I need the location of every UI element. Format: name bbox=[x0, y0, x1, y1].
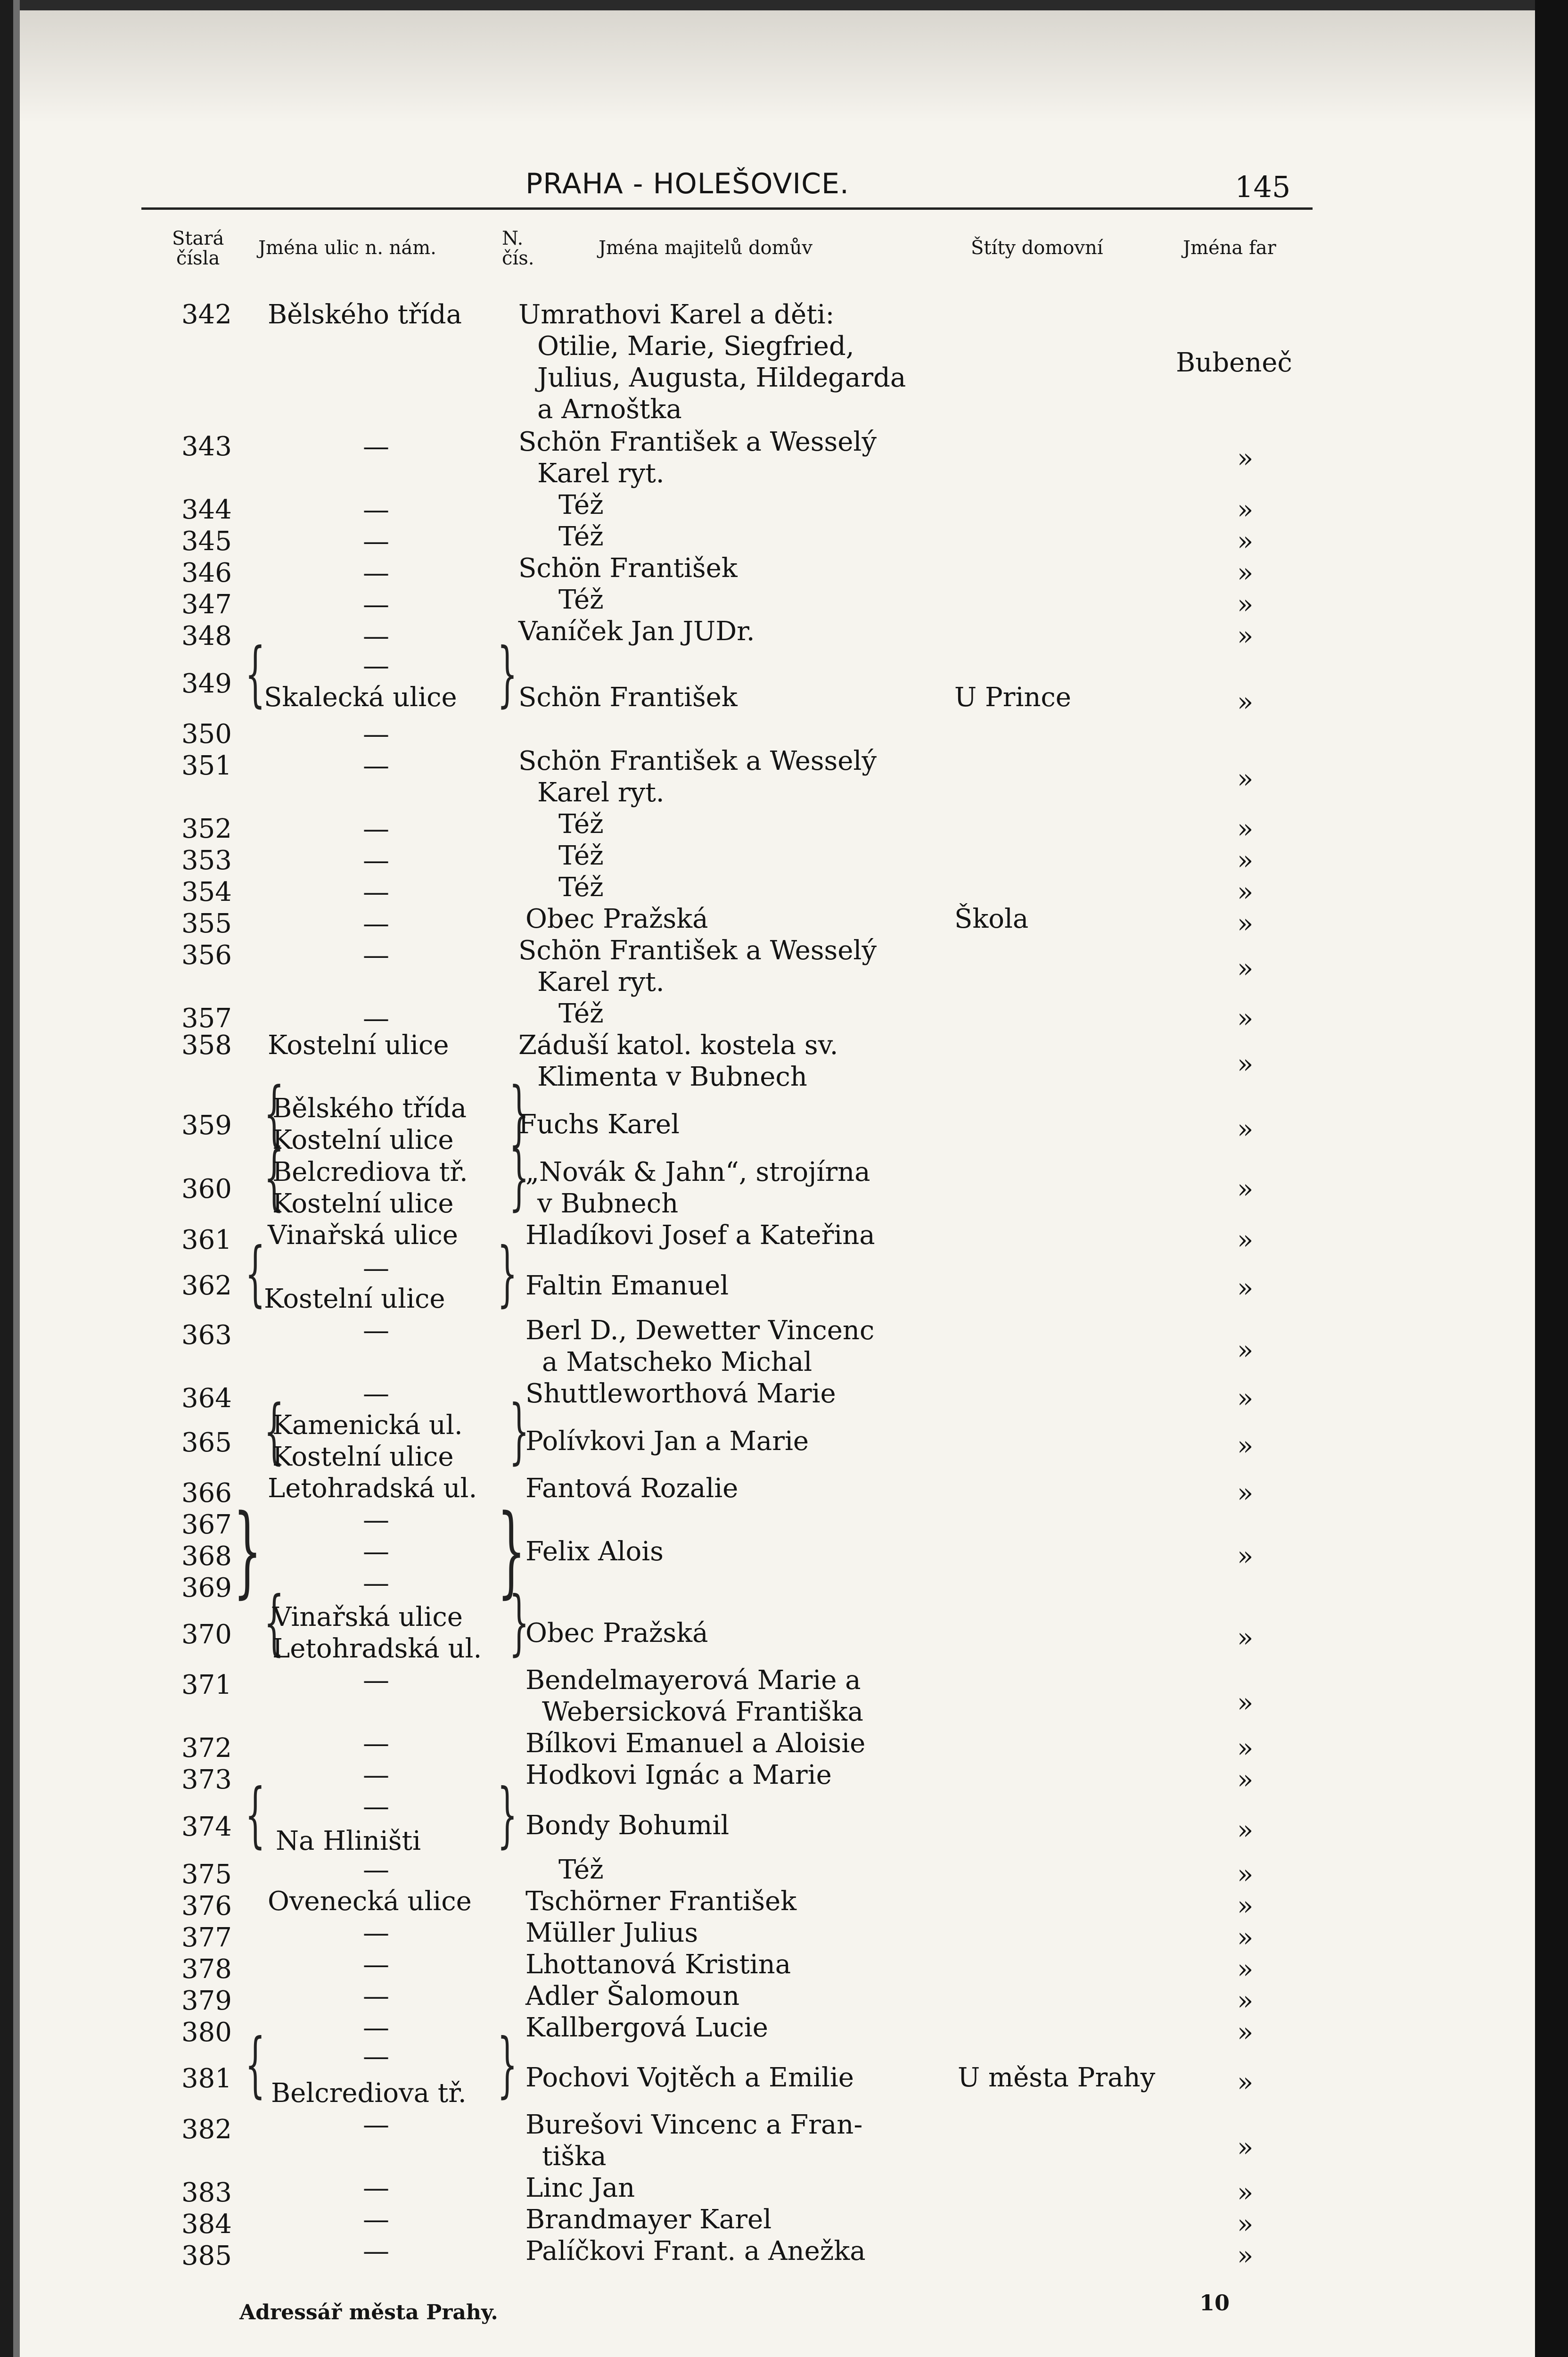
entry-parish: » bbox=[1237, 1859, 1254, 1890]
entry-owner: Schön František bbox=[518, 682, 738, 713]
entry-parish: » bbox=[1237, 814, 1254, 844]
left-brace: { bbox=[264, 1390, 284, 1472]
entry-street: Skalecká ulice bbox=[264, 682, 457, 713]
entry-owner: Faltin Emanuel bbox=[525, 1270, 729, 1301]
entry-ditto: — bbox=[363, 2012, 389, 2043]
entry-parish: » bbox=[1237, 1431, 1254, 1461]
left-brace: { bbox=[264, 1137, 284, 1219]
entry-parish: » bbox=[1237, 494, 1254, 525]
entry-ditto: — bbox=[363, 845, 389, 876]
entry-ditto: — bbox=[363, 1003, 389, 1034]
entry-ditto: — bbox=[363, 1854, 389, 1885]
entry-parish: » bbox=[1237, 1478, 1254, 1508]
entry-number: 370 bbox=[181, 1619, 232, 1650]
column-header-house-sign: Štíty domovní bbox=[971, 237, 1103, 259]
entry-owner: Berl D., Dewetter Vincenc bbox=[525, 1315, 875, 1346]
entry-owner: Polívkovi Jan a Marie bbox=[525, 1426, 809, 1457]
entry-street: Ovenecká ulice bbox=[268, 1886, 472, 1917]
entry-ditto: — bbox=[363, 1568, 389, 1599]
entry-number: 353 bbox=[181, 845, 232, 876]
entry-number: 347 bbox=[181, 589, 232, 620]
entry-owner: Palíčkovi Frant. a Anežka bbox=[525, 2236, 866, 2266]
entry-owner: Bendelmayerová Marie a bbox=[525, 1665, 861, 1696]
entry-number: 381 bbox=[181, 2063, 232, 2094]
entry-number: 342 bbox=[181, 299, 232, 330]
entry-ditto: — bbox=[363, 621, 389, 651]
entry-ditto: — bbox=[363, 2204, 389, 2235]
entry-parish: » bbox=[1237, 764, 1254, 794]
entry-parish: » bbox=[1237, 526, 1254, 557]
entry-owner: Též bbox=[558, 809, 604, 840]
entry-parish: » bbox=[1237, 2067, 1254, 2098]
left-brace: { bbox=[264, 1582, 284, 1664]
entry-owner: Obec Pražská bbox=[525, 1618, 708, 1648]
entry-owner-cont: a Arnoštka bbox=[537, 394, 682, 425]
footer-signature-mark: 10 bbox=[1199, 2290, 1230, 2316]
entry-ditto: — bbox=[363, 2110, 389, 2140]
entry-owner: „Novák & Jahn“, strojírna bbox=[525, 1157, 870, 1187]
entry-owner: Též bbox=[558, 841, 604, 871]
entry-parish: » bbox=[1237, 1273, 1254, 1303]
entry-owner: Schön František a Wesselý bbox=[518, 935, 877, 966]
entry-number: 355 bbox=[181, 908, 232, 939]
entry-street: Letohradská ul. bbox=[268, 1473, 477, 1504]
right-brace: } bbox=[509, 1072, 529, 1154]
entry-street: Bělského třída bbox=[272, 1093, 467, 1124]
entry-number: 375 bbox=[181, 1859, 232, 1890]
entry-number: 351 bbox=[181, 750, 232, 781]
entry-owner-cont: Karel ryt. bbox=[537, 777, 665, 808]
entry-owner: Bílkovi Emanuel a Aloisie bbox=[525, 1728, 866, 1759]
entry-number: 380 bbox=[181, 2017, 232, 2048]
entry-street: Belcrediova tř. bbox=[271, 2078, 467, 2109]
right-brace: } bbox=[509, 1582, 529, 1664]
entry-parish: » bbox=[1237, 1986, 1254, 2016]
entry-street: Bělského třída bbox=[268, 299, 462, 330]
entry-ditto: — bbox=[363, 940, 389, 971]
entry-ditto: — bbox=[363, 750, 389, 781]
entry-street: Vinařská ulice bbox=[268, 1220, 458, 1251]
left-brace: { bbox=[264, 1072, 284, 1154]
entry-owner: Felix Alois bbox=[525, 1536, 664, 1567]
entry-parish: » bbox=[1237, 953, 1254, 984]
column-header-owner: Jména majitelů domův bbox=[599, 237, 813, 259]
entry-number: 354 bbox=[181, 877, 232, 907]
entry-number: 372 bbox=[181, 1733, 232, 1764]
entry-number: 346 bbox=[181, 558, 232, 588]
entry-parish: » bbox=[1237, 1623, 1254, 1653]
entry-ditto: — bbox=[363, 1505, 389, 1535]
entry-ditto: — bbox=[363, 2173, 389, 2203]
entry-owner: Burešovi Vincenc a Fran- bbox=[525, 2110, 863, 2140]
entry-parish: » bbox=[1237, 1383, 1254, 1414]
entry-owner-cont: v Bubnech bbox=[537, 1188, 679, 1219]
entry-number: 363 bbox=[181, 1320, 232, 1351]
entry-owner: Umrathovi Karel a děti: bbox=[518, 299, 835, 330]
entry-owner: Též bbox=[558, 490, 604, 520]
entry-number: 377 bbox=[181, 1922, 232, 1953]
entry-street-cont: Letohradská ul. bbox=[272, 1633, 482, 1664]
column-header-street: Jména ulic n. nám. bbox=[258, 237, 436, 259]
entry-ditto: — bbox=[363, 1760, 389, 1790]
entry-ditto: — bbox=[363, 1949, 389, 1980]
entry-owner-cont: a Matscheko Michal bbox=[542, 1347, 813, 1377]
entry-owner-cont: Karel ryt. bbox=[537, 967, 665, 997]
entry-number: 366 bbox=[181, 1478, 232, 1508]
entry-number: 360 bbox=[181, 1174, 232, 1204]
entry-owner: Lhottanová Kristina bbox=[525, 1949, 791, 1980]
left-brace: { bbox=[245, 633, 265, 715]
entry-owner: Fantová Rozalie bbox=[525, 1473, 739, 1504]
entry-ditto: — bbox=[363, 719, 389, 750]
entry-ditto: — bbox=[363, 1253, 389, 1284]
entry-parish: » bbox=[1237, 1335, 1254, 1366]
entry-parish: » bbox=[1237, 1049, 1254, 1080]
entry-number: 362 bbox=[181, 1270, 232, 1301]
column-header-new-number-line1: N. bbox=[502, 228, 524, 249]
entry-parish: » bbox=[1237, 1003, 1254, 1034]
entry-owner: Schön František bbox=[518, 553, 738, 584]
entry-number: 383 bbox=[181, 2177, 232, 2208]
entry-owner: Hodkovi Ignác a Marie bbox=[525, 1760, 832, 1790]
entry-ditto: — bbox=[363, 651, 389, 681]
entry-parish: Bubeneč bbox=[1176, 347, 1292, 378]
entry-ditto: — bbox=[363, 2041, 389, 2072]
entry-number: 373 bbox=[181, 1764, 232, 1795]
entry-ditto: — bbox=[363, 1665, 389, 1696]
running-title: PRAHA - HOLEŠOVICE. bbox=[525, 167, 849, 200]
entry-ditto: — bbox=[363, 814, 389, 844]
entry-ditto: — bbox=[363, 494, 389, 525]
entry-owner-cont: Webersicková Františka bbox=[542, 1697, 863, 1727]
entry-number: 350 bbox=[181, 719, 232, 750]
entry-number: 343 bbox=[181, 431, 232, 462]
right-brace: } bbox=[497, 1233, 517, 1315]
entry-owner: Müller Julius bbox=[525, 1918, 698, 1948]
entry-owner: Pochovi Vojtěch a Emilie bbox=[525, 2062, 854, 2093]
entry-parish: » bbox=[1237, 1688, 1254, 1718]
entry-owner: Brandmayer Karel bbox=[525, 2204, 772, 2235]
entry-owner-cont: Klimenta v Bubnech bbox=[537, 1062, 807, 1092]
entry-owner: Též bbox=[558, 521, 604, 552]
entry-ditto: — bbox=[363, 526, 389, 557]
entry-number: 382 bbox=[181, 2114, 232, 2145]
entry-ditto: — bbox=[363, 1728, 389, 1759]
entry-number: 348 bbox=[181, 621, 232, 651]
entry-ditto: — bbox=[363, 558, 389, 588]
entry-street: Kamenická ul. bbox=[272, 1410, 463, 1441]
entry-number: 359 bbox=[181, 1110, 232, 1141]
entry-owner-cont: Julius, Augusta, Hildegarda bbox=[537, 363, 906, 393]
entry-parish: » bbox=[1237, 443, 1254, 474]
right-brace: } bbox=[497, 633, 517, 715]
footer-publication-title: Adressář města Prahy. bbox=[239, 2300, 498, 2324]
page-number: 145 bbox=[1235, 170, 1291, 204]
left-brace: { bbox=[245, 2024, 265, 2106]
entry-ditto: — bbox=[363, 1791, 389, 1822]
entry-number: 368 bbox=[181, 1541, 232, 1572]
entry-owner-cont: Karel ryt. bbox=[537, 458, 665, 489]
entry-street-cont: Kostelní ulice bbox=[272, 1188, 454, 1219]
column-header-old-number-line1: Stará bbox=[172, 228, 224, 249]
entry-number: 374 bbox=[181, 1812, 232, 1842]
entry-parish: » bbox=[1237, 1114, 1254, 1145]
entry-number: 349 bbox=[181, 668, 232, 699]
entry-street: Na Hliništi bbox=[276, 1826, 421, 1856]
entry-owner: Fuchs Karel bbox=[518, 1109, 680, 1140]
entry-parish: » bbox=[1237, 1815, 1254, 1846]
entry-parish: » bbox=[1237, 1954, 1254, 1985]
entry-number: 371 bbox=[181, 1670, 232, 1700]
entry-parish: » bbox=[1237, 558, 1254, 588]
right-brace: } bbox=[497, 2024, 517, 2106]
entry-number: 357 bbox=[181, 1003, 232, 1034]
entry-house-sign: U Prince bbox=[954, 682, 1071, 713]
entry-parish: » bbox=[1237, 1174, 1254, 1204]
entry-parish: » bbox=[1237, 2177, 1254, 2208]
entry-parish: » bbox=[1237, 2241, 1254, 2271]
entry-number: 365 bbox=[181, 1427, 232, 1458]
entry-owner: Tschörner František bbox=[525, 1886, 797, 1917]
entry-parish: » bbox=[1237, 687, 1254, 717]
left-brace: { bbox=[245, 1774, 265, 1856]
entry-ditto: — bbox=[363, 2236, 389, 2266]
entry-owner: Linc Jan bbox=[525, 2173, 635, 2203]
right-brace: } bbox=[509, 1390, 529, 1472]
entry-owner: Též bbox=[558, 585, 604, 615]
entry-ditto: — bbox=[363, 589, 389, 620]
entry-street-cont: Kostelní ulice bbox=[272, 1442, 454, 1472]
entry-parish: » bbox=[1237, 2132, 1254, 2163]
entry-owner: Záduší katol. kostela sv. bbox=[518, 1030, 838, 1061]
entry-street: Vinařská ulice bbox=[272, 1602, 463, 1632]
entry-number: 358 bbox=[181, 1030, 232, 1061]
entry-number: 356 bbox=[181, 940, 232, 971]
entry-ditto: — bbox=[363, 1536, 389, 1567]
column-header-parish: Jména far bbox=[1183, 237, 1276, 259]
entry-house-sign: U města Prahy bbox=[958, 2062, 1156, 2093]
entry-owner: Schön František a Wesselý bbox=[518, 427, 877, 457]
entry-owner: Hladíkovi Josef a Kateřina bbox=[525, 1220, 875, 1251]
entry-ditto: — bbox=[363, 1315, 389, 1346]
entry-ditto: — bbox=[363, 1981, 389, 2011]
entry-parish: » bbox=[1237, 1733, 1254, 1764]
entry-owner: Kallbergová Lucie bbox=[525, 2012, 768, 2043]
entry-number: 361 bbox=[181, 1225, 232, 1255]
entry-ditto: — bbox=[363, 1918, 389, 1948]
left-brace: { bbox=[245, 1233, 265, 1315]
right-brace: } bbox=[497, 1493, 526, 1608]
column-header-old-number-line2: čísla bbox=[176, 247, 220, 269]
entry-parish: » bbox=[1237, 1764, 1254, 1795]
entry-number: 345 bbox=[181, 526, 232, 557]
entry-owner: Schön František a Wesselý bbox=[518, 746, 877, 776]
entry-ditto: — bbox=[363, 431, 389, 462]
entry-parish: » bbox=[1237, 1225, 1254, 1255]
entry-street: Kostelní ulice bbox=[268, 1030, 449, 1061]
entry-owner: Též bbox=[558, 998, 604, 1029]
entry-street-cont: Kostelní ulice bbox=[272, 1125, 454, 1155]
entry-number: 367 bbox=[181, 1509, 232, 1540]
entry-parish: » bbox=[1237, 1891, 1254, 1921]
entry-number: 376 bbox=[181, 1891, 232, 1921]
entry-parish: » bbox=[1237, 2209, 1254, 2240]
entry-house-sign: Škola bbox=[954, 904, 1029, 934]
entry-ditto: — bbox=[363, 877, 389, 907]
entry-parish: » bbox=[1237, 845, 1254, 876]
right-brace: } bbox=[497, 1774, 517, 1856]
entry-street: Belcrediova tř. bbox=[272, 1157, 468, 1187]
entry-parish: » bbox=[1237, 589, 1254, 620]
entry-owner-cont: Otilie, Marie, Siegfried, bbox=[537, 331, 854, 362]
entry-number: 379 bbox=[181, 1986, 232, 2016]
entry-owner: Shuttleworthová Marie bbox=[525, 1378, 836, 1409]
entry-number: 369 bbox=[181, 1573, 232, 1603]
entry-owner: Obec Pražská bbox=[525, 904, 708, 934]
entry-owner: Adler Šalomoun bbox=[525, 1981, 740, 2011]
entry-parish: » bbox=[1237, 1922, 1254, 1953]
entry-parish: » bbox=[1237, 908, 1254, 939]
right-brace: } bbox=[233, 1493, 262, 1608]
right-brace: } bbox=[509, 1137, 529, 1219]
entry-parish: » bbox=[1237, 2017, 1254, 2048]
entry-owner: Vaníček Jan JUDr. bbox=[518, 616, 755, 647]
entry-owner-cont: tiška bbox=[542, 2141, 607, 2172]
entry-number: 378 bbox=[181, 1954, 232, 1985]
entry-number: 344 bbox=[181, 494, 232, 525]
entry-street: Kostelní ulice bbox=[264, 1284, 445, 1314]
entry-owner: Bondy Bohumil bbox=[525, 1810, 730, 1841]
entry-ditto: — bbox=[363, 1378, 389, 1409]
entry-owner: Též bbox=[558, 1854, 604, 1885]
entry-ditto: — bbox=[363, 908, 389, 939]
entry-parish: » bbox=[1237, 877, 1254, 907]
entry-parish: » bbox=[1237, 621, 1254, 651]
entry-number: 384 bbox=[181, 2209, 232, 2240]
entry-number: 352 bbox=[181, 814, 232, 844]
entry-owner: Též bbox=[558, 872, 604, 903]
entry-number: 364 bbox=[181, 1383, 232, 1414]
entry-parish: » bbox=[1237, 1541, 1254, 1572]
entry-number: 385 bbox=[181, 2241, 232, 2271]
column-header-new-number-line2: čís. bbox=[502, 247, 534, 269]
